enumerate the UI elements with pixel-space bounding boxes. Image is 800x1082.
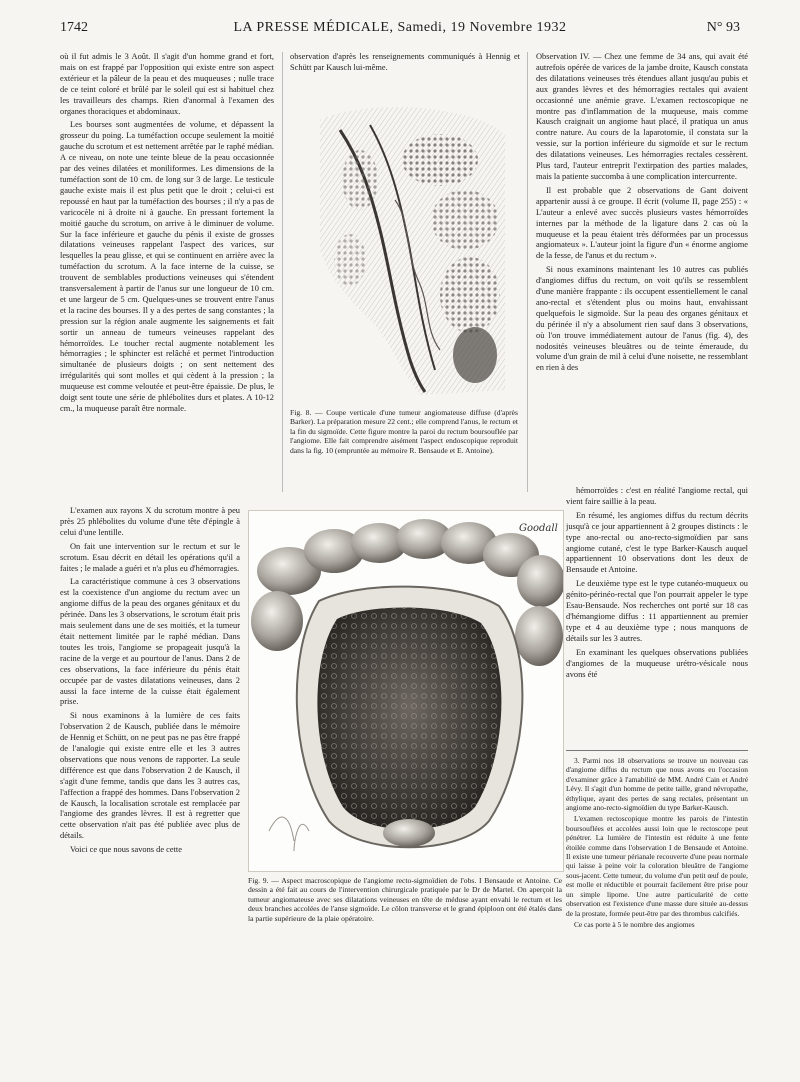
- figure-8-caption: Fig. 8. — Coupe verticale d'une tumeur angiomateuse diffuse (d'après Barker). La préparation mesure 22 cent.; elle comprend l'anus, le rectum et la fin du sigmoïde. Cette figure montre la paroi du rectum boursouflée par l'angiome. Elle fait comprendre aisément l'aspect endoscopique reproduit dans la fig. 10 (empruntée au mémoire R. Bensaude et E. Antoine).: [290, 408, 518, 455]
- column-middle-top: [290, 52, 520, 92]
- paragraph: Si nous examinons maintenant les 10 autres cas publiés d'angiomes diffus du rectum, on voit qu'ils se ressemblent d'une manière frappante : ils occupent essentiellement le canal ano-rectal et s'étendent plus ou moins haut, envahissant quelquefois le sigmoïde. Sur la peau des organes génitaux et du périnée il n'y a absolument rien sauf dans 3 observations, où l'on trouve immédiatement autour de l'anus (fig. 4), des nodosités veineuses bleuâtres ou de teinte émeraude, du volume d'un grain de mil à celui d'une noisette, ne ressemblant en rien à des: [536, 265, 748, 373]
- page-number: 1742: [60, 20, 88, 35]
- column-right: [536, 52, 748, 482]
- paragraph: où il fut admis le 3 Août. Il s'agit d'un homme grand et fort, mais on est frappé par l'opposition qui existe entre son aspect extérieur et la pâleur de la peau et des muqueuses ; nulle trace de ce teint coloré et brûlé par le soleil qui est si habituel chez les travailleurs des champs. Rien d'anormal à l'examen des organes thoraciques et abdominaux.: [60, 52, 274, 116]
- footnote: [566, 756, 748, 1076]
- footnote-paragraph: Ce cas porte à 5 le nombre des angiomes: [574, 919, 695, 929]
- figure-9-caption: Fig. 9. — Aspect macroscopique de l'angiome recto-sigmoïdien de l'obs. I Bensaude et Antoine. Ce dessin a été fait au cours de l'intervention chirurgicale pratiquée par le Dr de Martel. On aperçoit la tumeur angiomateuse avec ses dilatations veineuses en tête de méduse ayant envahi le rectum et les deux branches accolées de l'anse sigmoïde. Le côlon transverse et le grand épiploon ont été étalés dans la partie supérieure de la plaie opératoire.: [248, 876, 562, 923]
- paragraph: observation d'après les renseignements communiqués à Hennig et Schütt par Kausch lui-même.: [290, 52, 520, 72]
- paragraph: Les bourses sont augmentées de volume, et dépassent la grosseur du poing. La tuméfaction occupe seulement la moitié gauche du scrotum et est nettement arrêtée par le raphé médian. A ce niveau, on note une teinte bleue de la peau occasionnée par des veines dilatées et moniliformes. Les dimensions de la tuméfaction sont de 10 cm. de long sur 3 de large. Le testicule gauche existe mais il est plus petit que le droit ; celui-ci est repoussé en haut par la tuméfaction des bourses ; il n'y a pas de varicocèle ni à droite ni à gauche. En pressant fortement la moitié gauche du scrotum, on arrive à le diminuer de volume. Sur la face inférieure et gauche du pénis il existe de grosses dilatations veineuses rappelant l'aspect des varices, sur lesquelles la peau glisse, et qui se continuent en arrière avec la tuméfaction du scrotum. A la face interne de la cuisse, se trouvent de semblables productions veineuses qui s'étendent transversalement à partir de l'anus sur une longueur de 10 cm. et une largeur de 5 cm. Quelques-unes se trouvent entre l'anus et la racine des bourses. Il y a des pertes de sang constantes ; la pression sur la région anale augmente les saignements et fait sortir un anneau de tumeurs veineuses rappelant des hémorroïdes. Le toucher rectal augmente notablement les hémorragies ; le sphincter est relâché et permet l'introduction simultanée de plusieurs doigts ; on sent nettement des irrégularités qui sont molles et qui cèdent à la pression ; la muqueuse est comme veloutée et peut-être épaissie. De plus, le doigt sent toute une série de phlébolites durs et plates. A 10-12 cm., la muqueuse paraît être normale.: [60, 120, 274, 413]
- paragraph: On fait une intervention sur le rectum et sur le scrotum. Esau décrit en détail les opérations qu'il a faites ; le malade a guéri et n'a plus eu d'hémorragies.: [60, 541, 240, 573]
- figure-9-angioma: [248, 510, 564, 872]
- paragraph: En résumé, les angiomes diffus du rectum décrits jusqu'à ce jour appartiennent à 2 groupes distincts : le type ano-rectal ou ano-recto-sigmoïdien par sans angiome cutané, c'est le type Barker-Kausch auquel appartiennent 10 observations dont les deux de Bensaude et Antoine.: [566, 510, 748, 575]
- column-left-lower: [60, 506, 240, 1066]
- paragraph: L'examen aux rayons X du scrotum montre à peu près 25 phlébolites du volume d'une tête d'épingle à celui d'une lentille.: [60, 506, 240, 537]
- column-right-wrap: [566, 486, 748, 746]
- paragraph: Le deuxième type est le type cutanéo-muqueux ou génito-périnéo-rectal que l'on pourrait appeler le type Esau-Bensaude. Nos recherches ont porté sur 18 cas d'hémangiome diffus : 11 appartiennent au premier type et 4 au deuxième type ; nous manquons de détails sur les 3 autres.: [566, 579, 748, 643]
- paragraph: La caractéristique commune à ces 3 observations est la coexistence d'un angiome du rectum avec un angiome diffus de la peau des organes génitaux et du périnée. Dans les 3 observations, le scrotum était pris mais seulement dans une de ses moitiés, et la tumeur était nettement limitée par le raphé médian. Dans toutes les trois, l'angiome se propageait jusqu'à la racine de la verge et au pourtour de l'anus. Dans 2 de ces observations, la face inférieure du pénis était occupée par de vastes dilatations veineuses, dans 2 aussi la face interne de la cuisse était également prise.: [60, 577, 240, 707]
- paragraph: Voici ce que nous savons de cette: [70, 845, 182, 855]
- paragraph: En examinant les quelques observations publiées d'angiomes de la muqueuse urétro-vésicale nous avons été: [566, 647, 748, 679]
- rectum-section-illustration: [300, 100, 512, 400]
- paragraph: Il est probable que 2 observations de Gant doivent appartenir aussi à ce groupe. Il écrit (volume II, page 255) : « L'auteur a enlevé avec succès plusieurs vastes hémorroïdes internes par la méthode de la ligature dans 2 cas où la muqueuse et la peau étaient très déformées par un processus angiomateux ». L'auteur joint la figure d'un « énorme angiome de la fesse, de l'anus et du rectum ».: [536, 185, 748, 261]
- journal-title: LA PRESSE MÉDICALE, Samedi, 19 Novembre 1932: [233, 20, 567, 35]
- paragraph: Observation IV. — Chez une femme de 34 ans, qui avait été autrefois opérée de varices de la jambe droite, Kausch constata des dilatations veineuses très étendues allant jusqu'au pubis et aux grandes lèvres et des hémorragies rectales qui avaient occasionné une anémie grave. L'examen rectoscopique ne montre pas d'inflammation de la muqueuse, mais comme Kausch craignait un angiome haut placé, il pratiqua un anus contre nature. Au cours de la laparotomie, il constata sur la vessie, sur la portion inférieure du sigmoïde et sur le rectum des dilatations veineuses. Les hémorragies rectales cessèrent. Plus tard, l'auteur entreprit l'extirpation des parties malades, mais la patiente succomba à une complication intercurrente.: [536, 52, 748, 181]
- column-left: [60, 52, 274, 504]
- paragraph: hémorroïdes : c'est en réalité l'angiome rectal, qui vient faire saillie à la peau.: [566, 486, 748, 506]
- paragraph: Si nous examinons à la lumière de ces faits l'observation 2 de Kausch, publiée dans le mémoire de Hennig et Schütt, on ne peut pas ne pas être frappé de l'analogie qui existe entre elle et les 3 autres observations que nous venons de rapporter. La seule différence est que dans l'observation 2 de Kausch, il s'agit d'une femme, tandis que dans les 3 autres cas, l'affection a frappé des hommes. Dans l'observation 2 de Kausch, la localisation scrotale est remplacée par l'angiome des grandes lèvres. Il est à regretter que cette observation n'ait pas été publiée avec plus de détails.: [60, 711, 240, 841]
- figure-8-rectum-section: [300, 100, 512, 400]
- footnote-rule: [566, 750, 748, 751]
- surgical-view-illustration: [249, 511, 563, 871]
- figure-9-signature: Goodall: [519, 523, 558, 534]
- column-rule-right: [527, 52, 528, 492]
- footnote-paragraph: L'examen rectoscopique montre les parois de l'intestin boursouflées et accolées aussi loin que le rectoscope peut pénétrer. La lumière de l'intestin est réduite à une fente étoilée comme dans l'observation I de Bensaude et Antoine. Il existe une tumeur périanale recouverte d'une peau normale qui laisse à peine voir la coloration bleuâtre de l'angiome sous-jacent. Cette tumeur, du volume d'un petit œuf de poule, est molle et réductible et pourrait facilement être prise pour un simple lipome. Une autre particularité de cette observation est l'existence d'une masse dure située au-dessus de la prostate, formée peut-être par des thrombus calcifiés.: [566, 814, 748, 918]
- issue-number: N° 93: [706, 20, 740, 35]
- footnote-paragraph: 3. Parmi nos 18 observations se trouve un nouveau cas d'angiome diffus du rectum que nous avons eu l'occasion d'examiner grâce à l'amabilité de MM. André Cain et André Lévy. Il s'agit d'un homme de petite taille, grand névropathe, éthylique, ayant des pertes de sang rectales, présentant un angiome ano-recto-sigmoïdien du type Barker-Kausch.: [566, 756, 748, 813]
- column-rule-left: [282, 52, 283, 492]
- page-header: [60, 20, 740, 42]
